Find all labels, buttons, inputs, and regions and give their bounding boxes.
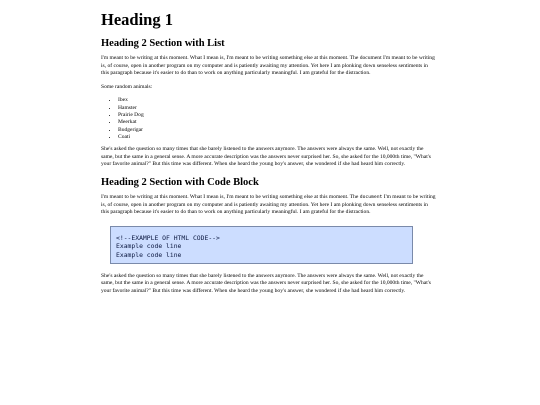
paragraph-text: I'm meant to be writing is, of course, open in another program on my computer and is patiently awaiting my attention. Yet here I am plonking down senseless sentiments in this paragraph because it's easier to do than to work on anything particularly meaningful. I am grateful for the distraction.	[101, 193, 436, 216]
list-intro: Some random animals:	[101, 83, 153, 90]
section-heading-list: Heading 2 Section with List	[101, 38, 225, 49]
list-item: • Coati	[118, 134, 437, 141]
code-line: Example code line	[116, 250, 182, 259]
document-page	[101, 10, 437, 302]
inline-code: document	[359, 194, 383, 200]
paragraph-text: I'm meant to be writing at this moment. What I mean is, I'm meant to be writing something else at this moment. The	[101, 193, 359, 200]
list-item: • Ibex	[118, 97, 437, 104]
page-title: Heading 1	[101, 10, 173, 29]
paragraph	[101, 194, 437, 217]
code-line: <!--EXAMPLE OF HTML CODE-->	[116, 233, 220, 242]
paragraph: I'm meant to be writing at this moment. What I mean is, I'm meant to be writing something else at this moment. The document I'm meant to be writing is, of course, open in another program on my computer and is patiently awaiting my attention. Yet here I am plonking down senseless sentiments in this paragraph because it's easier to do than to work on anything particularly meaningful. I am grateful for the distraction.	[101, 55, 435, 77]
list-item: • Hamster	[118, 105, 437, 112]
list-item: • Prairie Dog	[118, 112, 437, 119]
animal-list	[101, 97, 437, 141]
paragraph: She's asked the question so many times that she barely listened to the answers anymore. The answers were always the same. Well, not exactly the same, but the same in a general sense. A more accurate description was the answers never surprised her. So, she asked for the 10,000th time, "What's your favorite animal?" But this time was different. When she heard the young boy's answer, she wondered if she had heard him correctly.	[101, 146, 431, 168]
paragraph: She's asked the question so many times that she barely listened to the answers anymore. The answers were always the same. Well, not exactly the same, but the same in a general sense. A more accurate description was the answers never surprised her. So, she asked for the 10,000th time, "What's your favorite animal?" But this time was different. When she heard the young boy's answer, she wondered if she had heard him correctly.	[101, 272, 431, 294]
list-item: • Budgerigar	[118, 127, 437, 134]
code-line: Example code line	[116, 242, 182, 251]
list-item: • Meerkat	[118, 119, 437, 126]
section-heading-code: Heading 2 Section with Code Block	[101, 176, 259, 188]
code-block	[110, 226, 413, 264]
